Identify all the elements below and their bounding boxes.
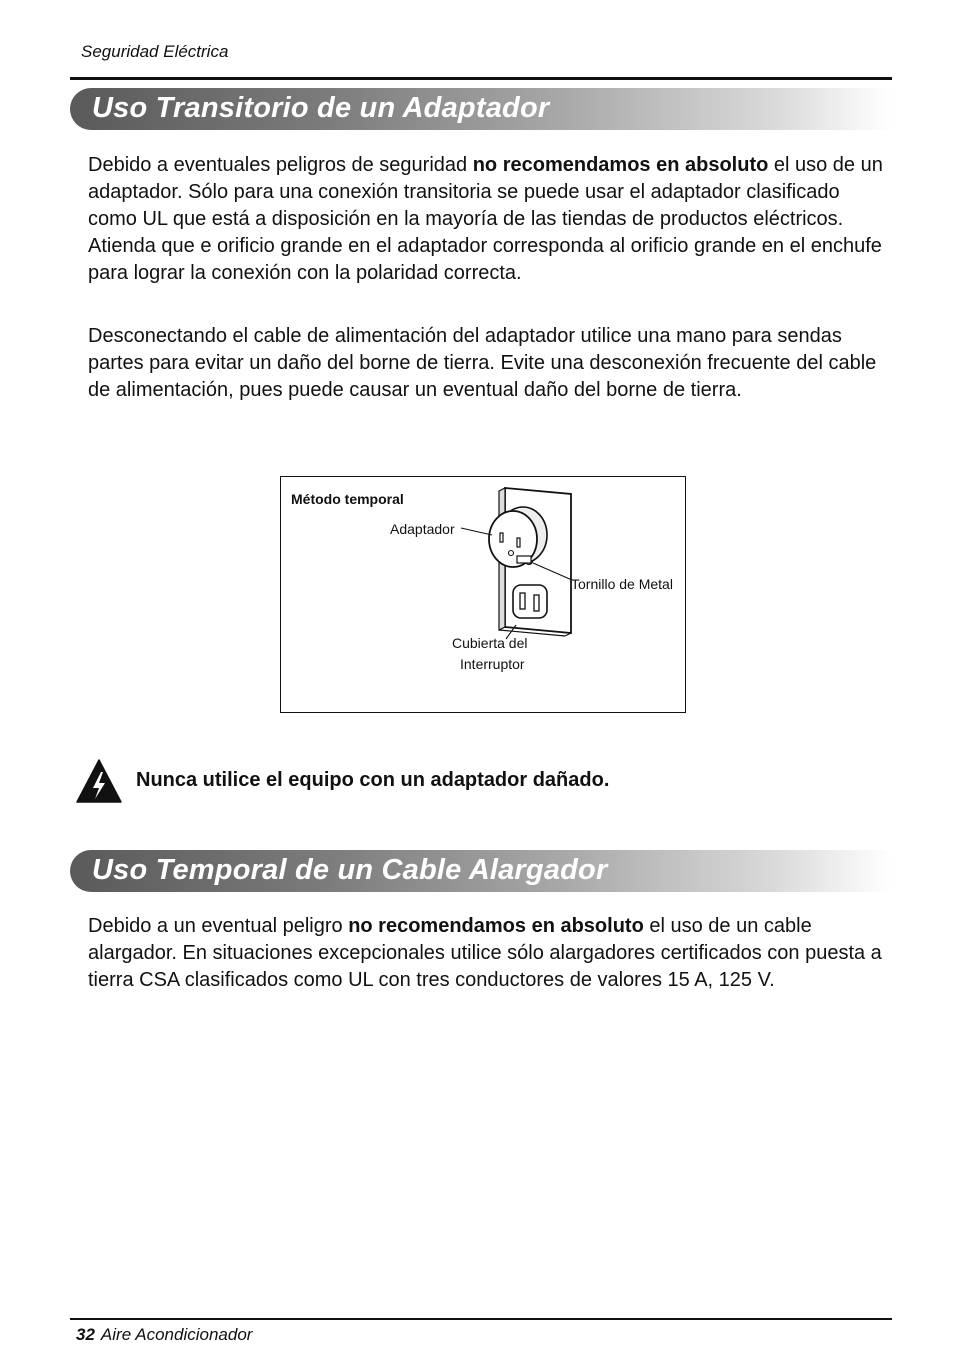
page-number: 32 bbox=[76, 1325, 95, 1344]
running-head: Seguridad Eléctrica bbox=[81, 42, 229, 61]
label-metal-screw: Tornillo de Metal bbox=[571, 576, 673, 592]
section-title-adapter: Uso Transitorio de un Adaptador bbox=[92, 92, 550, 124]
page-footer bbox=[76, 1325, 252, 1345]
warning-notice bbox=[75, 758, 875, 804]
figure-title: Método temporal bbox=[291, 491, 404, 507]
paragraph-extension-cord: Debido a un eventual peligro no recomendamos en absoluto el uso de un cable alargador. En situaciones excepcionales utilice sólo alargadores certificados con puesta a tierra CSA clasificados como UL con tres conductores de valores 15 A, 125 V. bbox=[88, 915, 882, 991]
paragraph-adapter-1: Debido a eventuales peligros de seguridad no recomendamos en absoluto el uso de un adaptador. Sólo para una conexión transitoria se puede usar el adaptador clasificado como UL que está a disposición en la mayoría de las tiendas de productos eléctricos. Atienda que e orificio grande en el adaptador corresponda al orificio grande en el enchufe para lograr la conexión con la polaridad correcta. bbox=[88, 154, 883, 284]
top-rule bbox=[70, 77, 892, 80]
section-header-adapter bbox=[70, 88, 892, 130]
footer-title: Aire Acondicionador bbox=[100, 1325, 253, 1344]
label-switch-cover-line2: Interruptor bbox=[460, 656, 525, 672]
paragraph-adapter-2: Desconectando el cable de alimentación del adaptador utilice una mano para sendas partes para evitar un daño del borne de tierra. Evite una desconexión frecuente del cable de alimentación, pues puede causar un eventual daño del borne de tierra. bbox=[88, 325, 877, 401]
warning-text: Nunca utilice el equipo con un adaptador dañado. bbox=[136, 769, 610, 791]
adapter-figure bbox=[280, 476, 686, 713]
electric-shock-warning-icon bbox=[75, 758, 123, 804]
bottom-rule bbox=[70, 1318, 892, 1320]
section-title-extension-cord: Uso Temporal de un Cable Alargador bbox=[92, 854, 608, 886]
label-adapter: Adaptador bbox=[390, 521, 455, 537]
label-switch-cover-line1: Cubierta del bbox=[452, 635, 528, 651]
wall-outlet-illustration bbox=[281, 477, 687, 714]
section-header-extension-cord bbox=[70, 850, 892, 892]
